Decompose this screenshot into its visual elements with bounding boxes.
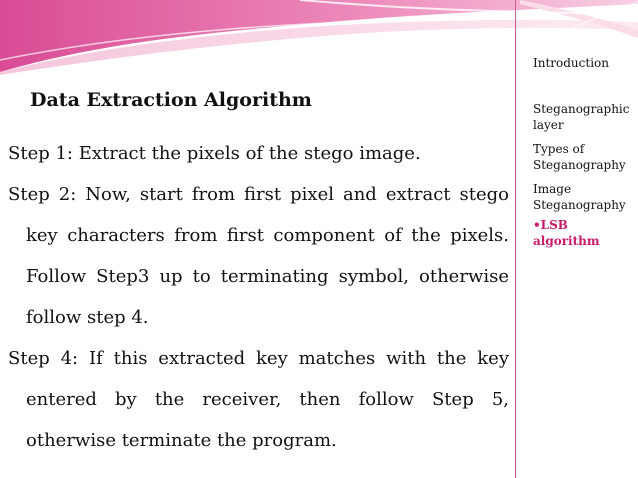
nav-item-lsb-algorithm[interactable]: •LSB algorithm xyxy=(533,218,600,248)
nav-item-image-steganography[interactable]: Image Steganography xyxy=(533,182,626,212)
slide-heading: Data Extraction Algorithm xyxy=(30,89,312,111)
sidebar-nav xyxy=(533,55,633,249)
step-item: Step 1: Extract the pixels of the stego image. xyxy=(8,143,421,164)
nav-item-types-of-steganography[interactable]: Types of Steganography xyxy=(533,142,626,172)
steps-list xyxy=(8,133,509,461)
nav-item-introduction[interactable]: Introduction xyxy=(533,56,609,70)
step-item: Step 2: Now, start from first pixel and extract stego key characters from first component of the pixels. Follow Step3 up to terminating symbol, otherwise follow step 4. xyxy=(8,184,509,328)
sidebar-divider xyxy=(515,0,516,478)
nav-item-steganographic-layer[interactable]: Steganographic layer xyxy=(533,102,630,132)
step-item: Step 4: If this extracted key matches with the key entered by the receiver, then follow Step 5, otherwise terminate the program. xyxy=(8,348,509,451)
